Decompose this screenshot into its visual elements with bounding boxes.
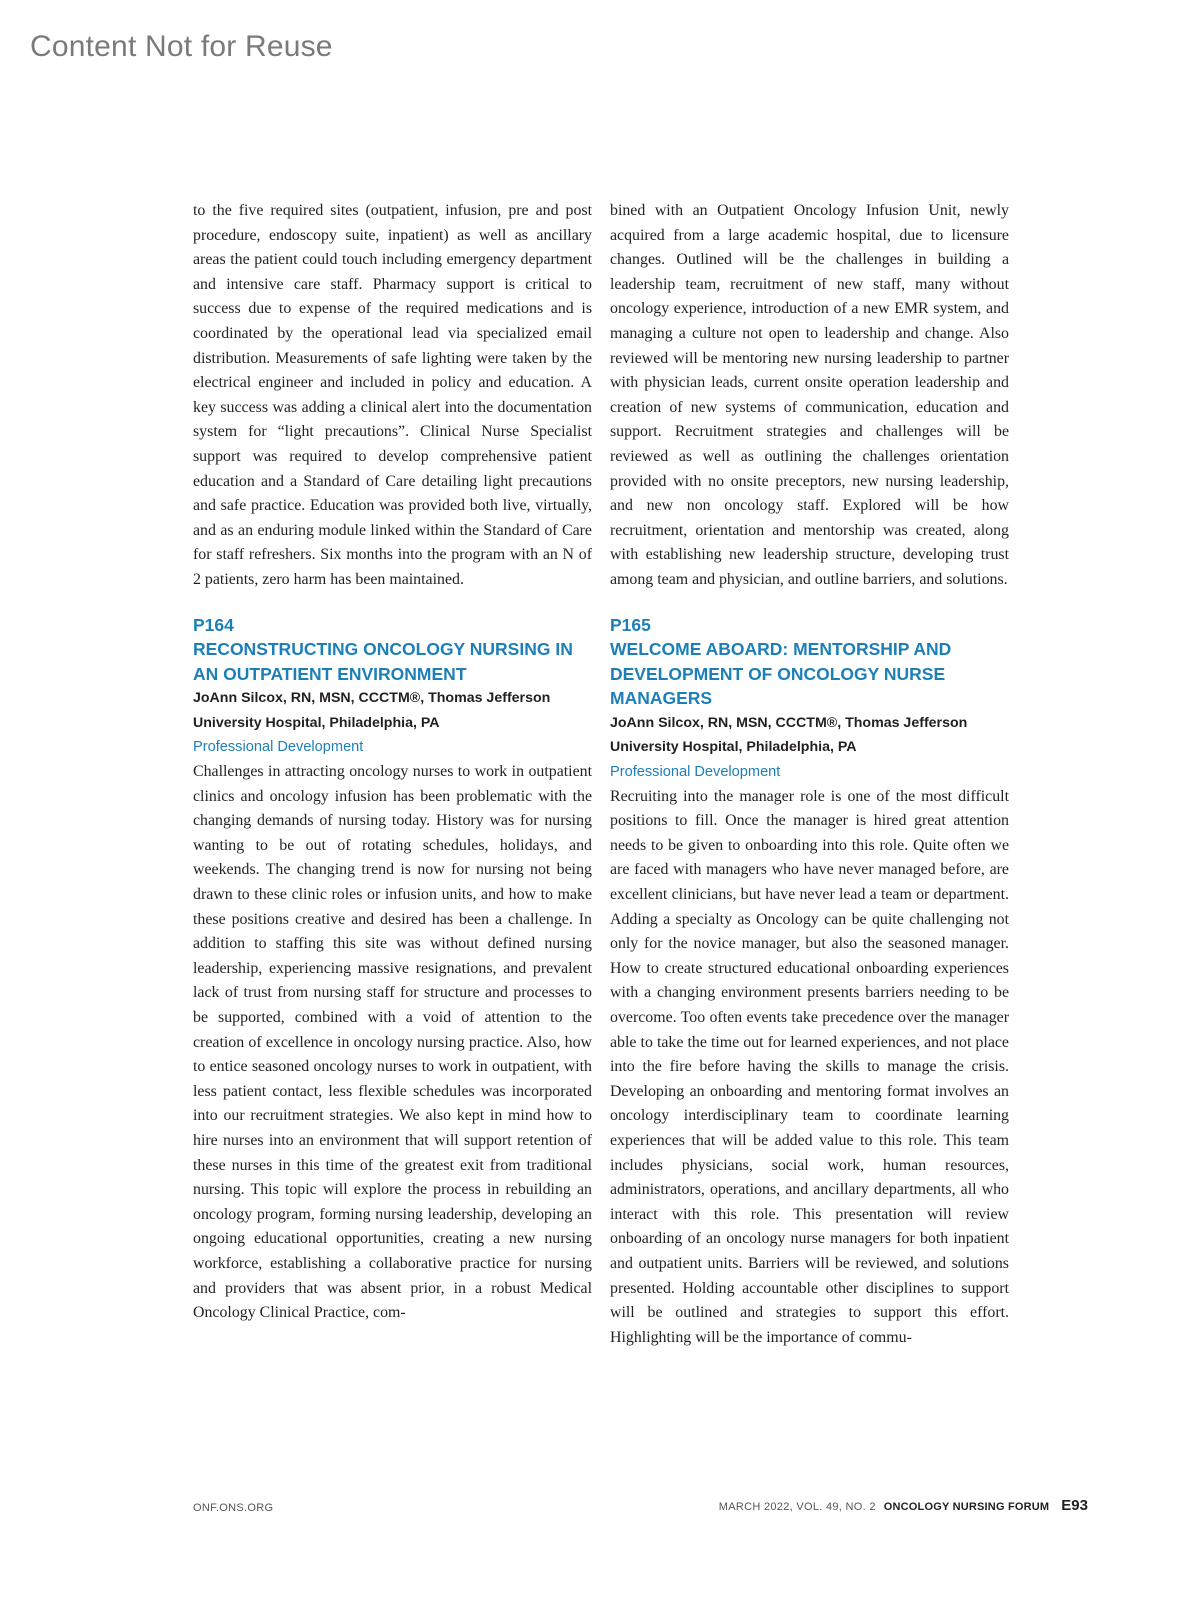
abstract-id: P165 <box>610 614 651 635</box>
abstract-authors: JoAnn Silcox, RN, MSN, CCCTM®, Thomas Jefferson University Hospital, Philadelphia, PA <box>610 714 968 756</box>
abstract-category: Professional Development <box>610 764 781 781</box>
abstract-p165 <box>610 613 1009 1351</box>
footer-issue: MARCH 2022, VOL. 49, NO. 2 <box>718 1501 876 1513</box>
continuation-paragraph: to the five required sites (outpatient, infusion, pre and post procedure, endoscopy suite, inpatient) as well as ancillary areas the patient could touch including emergency department and intensive care staff. Pharmacy support is critical to success due to expense of the required medications and is coordinated by the operational lead via specialized email distribution. Measurements of safe lighting were taken by the electrical engineer and included in policy and education. A key success was adding a clinical alert into the documentation system for “light precautions”. Clinical Nurse Specialist support was required to develop comprehensive patient education and a Standard of Care detailing light precautions and safe practice. Education was provided both live, virtually, and as an enduring module linked within the Standard of Care for staff refreshers. Six months into the program with an N of 2 patients, zero harm has been maintained. <box>193 202 592 588</box>
abstract-category: Professional Development <box>193 739 364 756</box>
abstract-body: Challenges in attracting oncology nurses to work in outpatient clinics and oncology infusion has been problematic with the changing demands of nursing today. History was for nursing wanting to be out of rotating schedules, holidays, and weekends. The changing trend is now for nursing not being drawn to these clinic roles or infusion units, and how to make these positions creative and desired has been a challenge. In addition to staffing this site was without defined nursing leadership, experiencing massive resignations, and prevalent lack of trust from nursing staff for structure and processes to be supported, combined with a void of attention to the creation of excellence in oncology nursing practice. Also, how to entice seasoned oncology nurses to work in outpatient, with less patient contact, less flexible schedules was incorporated into our recruitment strategies. We also kept in mind how to hire nurses into an environment that will support retention of these nurses in this time of the greatest exit from traditional nursing. This topic will explore the process in rebuilding an oncology program, forming nursing leadership, developing an ongoing educational opportunities, creating a new nursing workforce, establishing a collaborative practice for nursing and providers that was absent prior, in a robust Medical Oncology Clinical Practice, com- <box>193 763 592 1322</box>
abstract-p164 <box>193 613 592 1326</box>
watermark: Content Not for Reuse <box>30 30 333 63</box>
abstract-title: WELCOME ABOARD: MENTORSHIP AND DEVELOPMENT OF ONCOLOGY NURSE MANAGERS <box>610 639 952 709</box>
continuation-paragraph: bined with an Outpatient Oncology Infusion Unit, newly acquired from a large academic hospital, due to licensure changes. Outlined will be the challenges in building a leadership team, recruitment of new staff, many without oncology experience, introduction of a new EMR system, and managing a culture not open to leadership and change. Also reviewed will be mentoring new nursing leadership to partner with physician leads, current onsite operation leadership and creation of new systems of communication, education and support. Recruitment strategies and challenges will be reviewed as well as outlining the challenges orientation provided with no onsite preceptors, new nursing leadership, and new non oncology staff. Explored will be how recruitment, orientation and mentorship was created, along with establishing new leadership structure, developing trust among team and physician, and outline barriers, and solutions. <box>610 202 1009 588</box>
abstract-id: P164 <box>193 614 234 635</box>
footer-journal-name: ONCOLOGY NURSING FORUM <box>883 1501 1050 1513</box>
abstract-authors: JoAnn Silcox, RN, MSN, CCCTM®, Thomas Jefferson University Hospital, Philadelphia, PA <box>193 690 551 731</box>
right-column <box>610 199 1009 1350</box>
left-column <box>193 199 592 1326</box>
abstract-body: Recruiting into the manager role is one of the most difficult positions to fill. Once the manager is hired great attention needs to be given to onboarding into this role. Quite often we are faced with managers who have never managed before, are excellent clinicians, but have never lead a team or department. Adding a specialty as Oncology can be quite challenging not only for the novice manager, but also the seasoned manager. How to create structured educational onboarding experiences with a changing environment presents barriers needing to be overcome. Too often events take precedence over the manager able to take the time out for learned experiences, and not place into the fire before having the skills to manage the crisis. Developing an onboarding and mentoring format involves an oncology interdisciplinary team to coordinate learning experiences that will be added value to this role. This team includes physicians, social work, human resources, administrators, operations, and ancillary departments, all who interact with this role. This presentation will review onboarding of an oncology nurse managers for both inpatient and outpatient units. Barriers will be reviewed, and solutions presented. Holding accountable other disciplines to support will be outlined and strategies to support this effort. Highlighting will be the importance of commu- <box>610 787 1009 1346</box>
footer-website: ONF.ONS.ORG <box>193 1502 274 1514</box>
abstract-title: RECONSTRUCTING ONCOLOGY NURSING IN AN OUTPATIENT ENVIRONMENT <box>193 639 573 684</box>
footer-right <box>719 1497 1088 1514</box>
page-number: E93 <box>1061 1497 1088 1514</box>
